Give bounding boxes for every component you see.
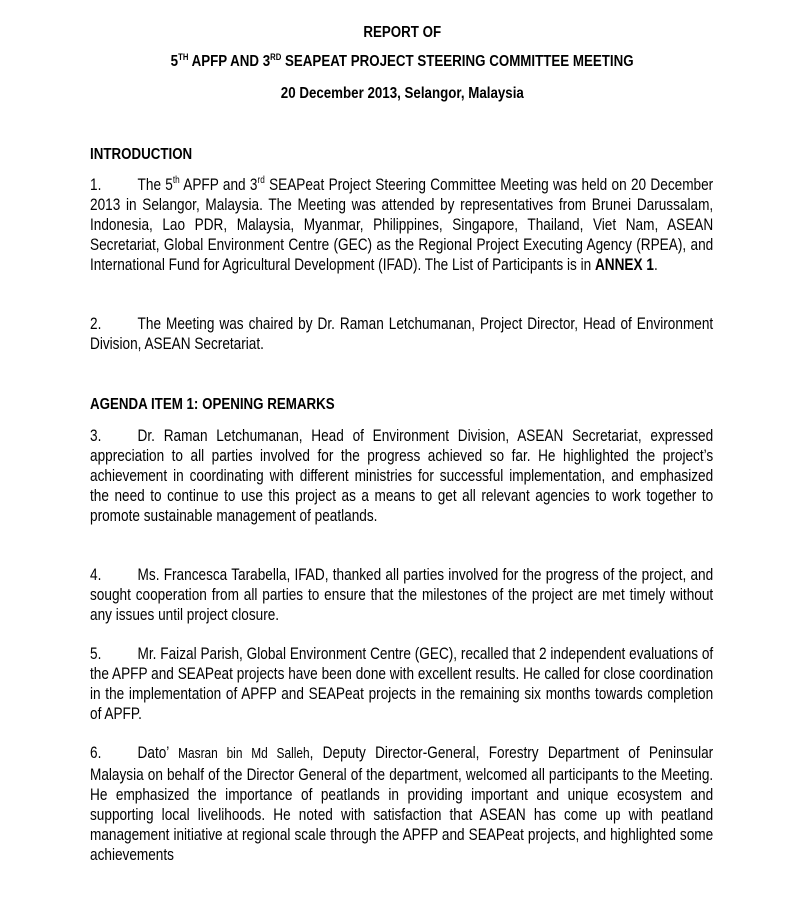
paragraph-4 [90,565,713,625]
title-rest: SEAPEAT PROJECT STEERING COMMITTEE MEETING [281,53,634,70]
paragraph-2 [90,314,713,354]
paragraph-3 [90,426,713,526]
person-name: Masran bin Md Salleh [178,746,310,762]
meeting-title-text [171,53,634,71]
paragraph-text: Dato’ [137,743,179,762]
title-ordinal-1: 5 [170,53,178,70]
paragraph-number: 1. [90,175,102,194]
report-title-text: REPORT OF [363,24,441,41]
paragraph-6 [90,743,713,864]
meeting-date-text: 20 December 2013, Selangor, Malaysia [280,85,524,102]
paragraph-text: Ms. Francesca Tarabella, IFAD, thanked all parties involved for the progress of the project, and sought cooperation from all parties to ensure that the milestones of the project are met timely without any issues until project closure. [90,565,714,624]
paragraph-number: 6. [90,743,102,762]
paragraph-text: The Meeting was chaired by Dr. Raman Letchumanan, Project Director, Head of Environment Division, ASEAN Secretariat. [90,314,714,353]
report-title [0,24,804,42]
paragraph-text: , Deputy Director-General, Forestry Department of Peninsular Malaysia on behalf of the Director General of the department, welcomed all participants to the Meeting. He emphasized the importance of peatlands in providing important and unique ecosystem and supporting local livelihoods. He noted with satisfaction that ASEAN has come up with peatland management initiative at regional scale through the APFP and SEAPeat projects, and highlighted some achievements [90,743,714,864]
paragraph-number: 4. [90,565,102,584]
title-mid: APFP AND 3 [188,53,270,70]
paragraph-text: SEAPeat Project Steering Committee Meeting was held on 20 December 2013 in Selangor, Malaysia. The Meeting was attended by representatives from Brunei Darussalam, Indonesia, Lao PDR, Malaysia, Myanmar, Philippines, Singapore, Thailand, Viet Nam, ASEAN Secretariat, Global Environment Centre (GEC) as the Regional Project Executing Agency (RPEA), and International Fund for Agricultural Development (IFAD). The List of Participants is in [90,175,714,274]
paragraph-text: Mr. Faizal Parish, Global Environment Centre (GEC), recalled that 2 independent evaluations of the APFP and SEAPeat projects have been done with excellent results. He called for close coordination in the implementation of APFP and SEAPeat projects in the remaining six months towards completion of APFP. [90,644,714,723]
paragraph-1 [90,175,713,275]
paragraph-text: APFP and 3 [179,175,258,194]
title-sup-2: RD [269,52,282,62]
section-heading-introduction: INTRODUCTION [90,146,193,163]
annex-reference: ANNEX 1 [594,254,654,274]
paragraph-text: Dr. Raman Letchumanan, Head of Environment Division, ASEAN Secretariat, expressed appreciation to all parties involved for the progress achieved so far. He highlighted the project’s achievement in coordinating with different ministries for successful implementation, and emphasized the need to continue to use this project as a means to get all relevant agencies to work together to promote sustainable management of peatlands. [90,426,714,525]
paragraph-text: The 5 [137,175,173,194]
superscript: rd [257,175,265,186]
paragraph-number: 3. [90,426,102,445]
paragraph-number: 2. [90,314,102,333]
superscript: th [172,175,180,186]
paragraph-number: 5. [90,644,102,663]
meeting-date-location [0,85,804,103]
meeting-title [0,53,804,71]
paragraph-text: . [653,254,658,274]
title-sup-1: TH [177,52,189,62]
paragraph-5 [90,644,713,724]
section-heading-agenda-item-1: AGENDA ITEM 1: OPENING REMARKS [90,396,335,413]
